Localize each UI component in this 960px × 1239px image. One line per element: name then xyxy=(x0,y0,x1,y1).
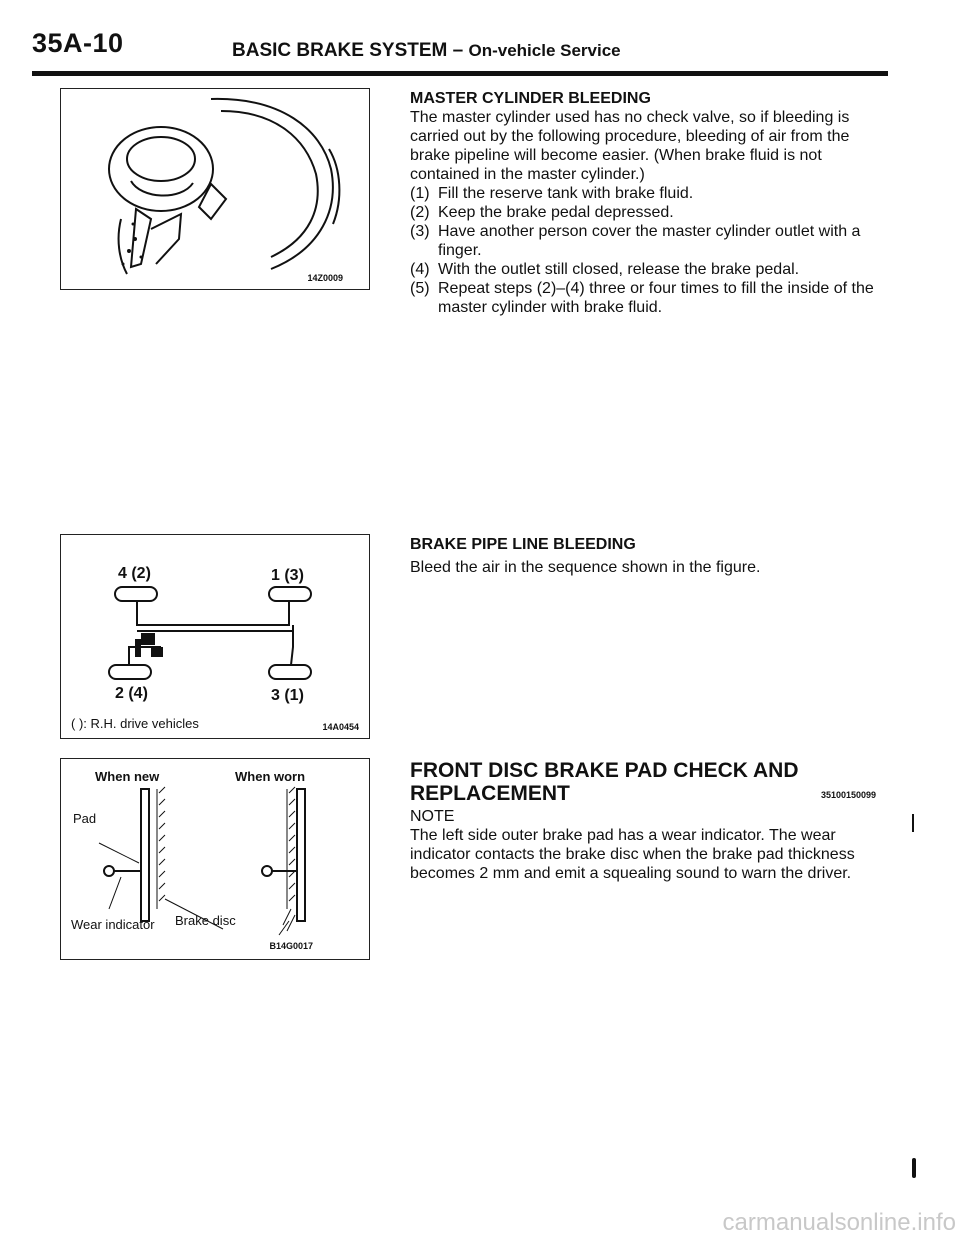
step-number: (2) xyxy=(410,204,430,221)
step-text: Repeat steps (2)–(4) three or four times to fill the inside of the master cylinder with brake fluid. xyxy=(438,280,874,316)
label-pad: Pad xyxy=(73,811,97,826)
step-number: (5) xyxy=(410,280,430,297)
figure-code: 14Z0009 xyxy=(307,273,343,283)
step-text: Have another person cover the master cylinder outlet with a finger. xyxy=(438,223,861,259)
page-header-title xyxy=(232,40,621,62)
step-number: (1) xyxy=(410,185,430,202)
bleed-point-rear-right: 3 (1) xyxy=(271,687,304,704)
header-subtitle: On-vehicle Service xyxy=(468,41,621,60)
step-text: With the outlet still closed, release the brake pedal. xyxy=(438,261,800,278)
header-rule xyxy=(32,71,888,76)
bleed-point-front-left: 4 (2) xyxy=(118,565,151,582)
list-item xyxy=(410,203,882,222)
brake-pipe-diagram xyxy=(61,535,369,738)
bleed-point-rear-left: 2 (4) xyxy=(115,685,148,702)
step-text: Keep the brake pedal depressed. xyxy=(438,204,674,221)
figure-code: 14A0454 xyxy=(322,722,359,732)
step-number: (4) xyxy=(410,261,430,278)
master-cylinder-illustration xyxy=(61,89,369,289)
bleed-point-front-right: 1 (3) xyxy=(271,567,304,584)
section-title: BRAKE PIPE LINE BLEEDING xyxy=(410,536,636,553)
section-master-cylinder-bleeding xyxy=(410,90,882,317)
section-pad-check xyxy=(410,759,882,883)
edge-mark xyxy=(912,1158,916,1178)
section-intro: The master cylinder used has no check valve, so if bleeding is carried out by the following procedure, bleeding of air from the brake pipeline will become easier. (When brake fluid is not contained in the master cylinder.) xyxy=(410,109,850,183)
section-title-line1: FRONT DISC BRAKE PAD CHECK AND xyxy=(410,759,799,782)
section-text: Bleed the air in the sequence shown in the figure. xyxy=(410,559,761,576)
step-text: Fill the reserve tank with brake fluid. xyxy=(438,185,694,202)
section-title-line2: REPLACEMENT xyxy=(410,782,570,805)
header-title-main: BASIC BRAKE SYSTEM xyxy=(232,40,448,61)
figure-pad-wear-indicator xyxy=(60,758,370,960)
section-title: MASTER CYLINDER BLEEDING xyxy=(410,90,651,107)
label-when-worn: When worn xyxy=(235,769,306,784)
figure-note: ( ): R.H. drive vehicles xyxy=(71,716,199,731)
label-when-new: When new xyxy=(95,769,160,784)
label-wear-indicator: Wear indicator xyxy=(71,917,155,932)
section-title-row xyxy=(410,782,882,805)
list-item xyxy=(410,260,882,279)
figure-bleeding-sequence xyxy=(60,534,370,739)
list-item xyxy=(410,184,882,203)
figure-code: B14G0017 xyxy=(269,941,313,951)
page-number: 35A-10 xyxy=(32,28,124,58)
note-text: The left side outer brake pad has a wear indicator. The wear indicator contacts the brake disc when the brake pad thickness becomes 2 mm and emit a squealing sound to warn the driver. xyxy=(410,827,855,882)
watermark-footer: carmanualsonline.info xyxy=(722,1209,956,1236)
steps-list xyxy=(410,184,882,317)
note-label: NOTE xyxy=(410,808,455,825)
section-brake-pipe-bleeding xyxy=(410,536,882,577)
list-item xyxy=(410,279,882,317)
figure-master-cylinder xyxy=(60,88,370,290)
header-separator: – xyxy=(452,40,464,61)
edge-mark xyxy=(912,814,914,832)
step-number: (3) xyxy=(410,223,430,240)
label-brake-disc: Brake disc xyxy=(175,913,236,928)
section-ref-code: 35100150099 xyxy=(820,790,876,800)
list-item xyxy=(410,222,882,260)
